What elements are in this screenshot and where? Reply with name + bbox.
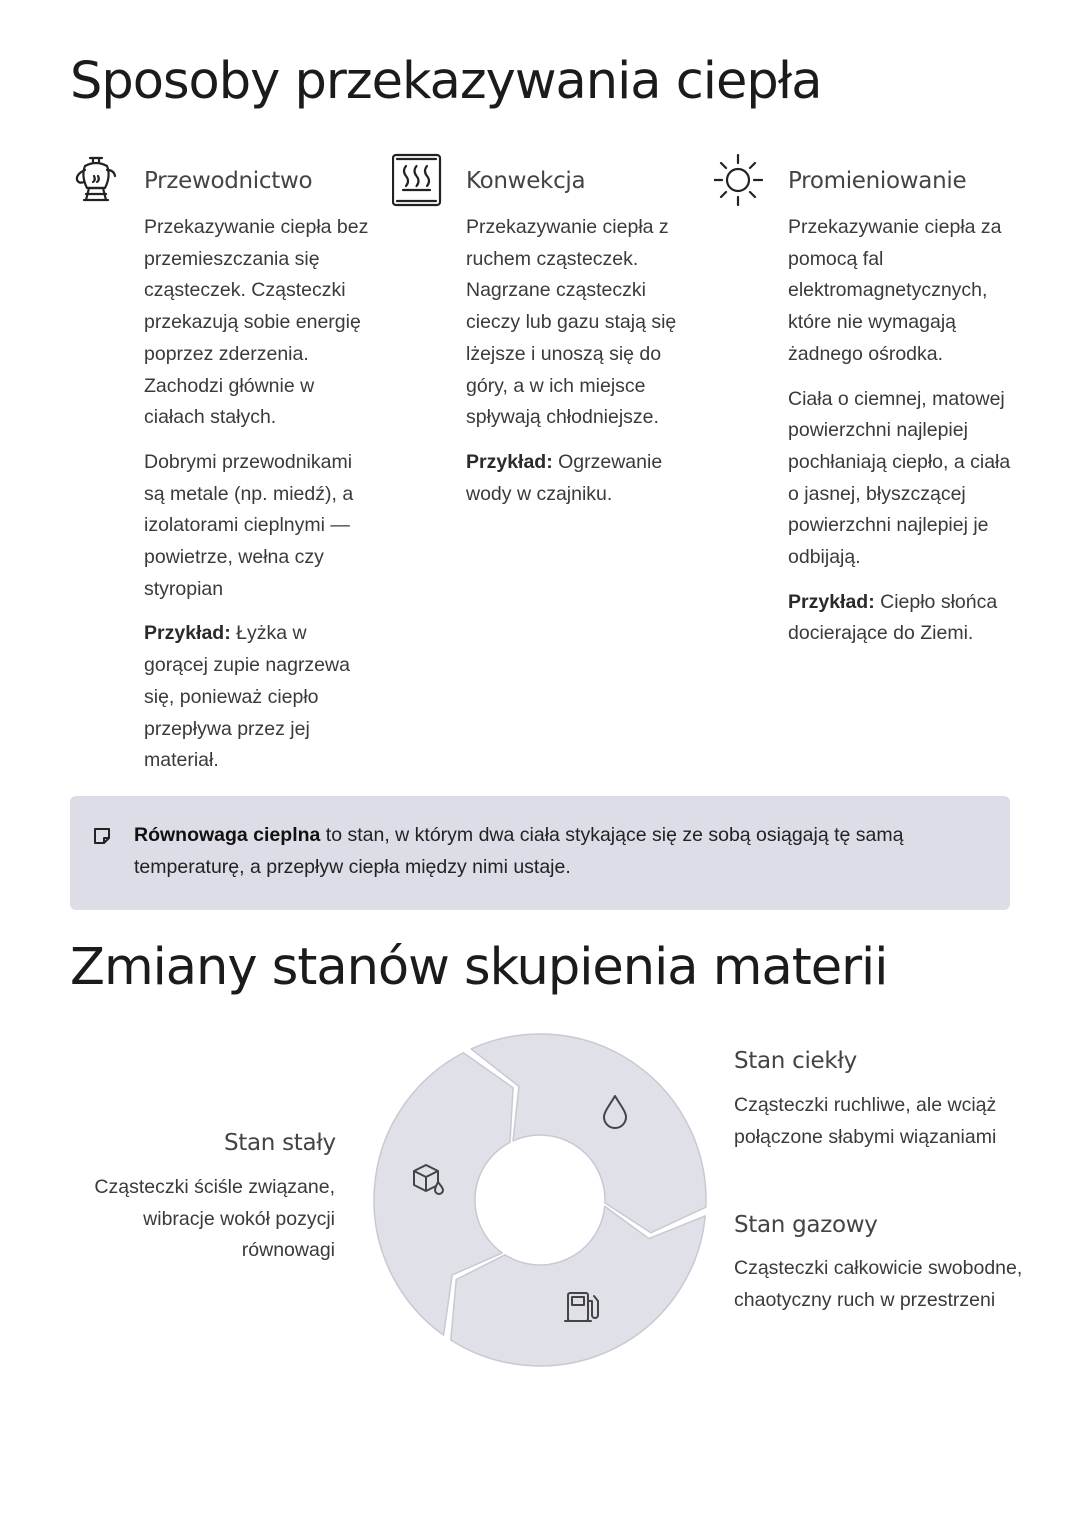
- section-title-states-of-matter: Zmiany stanów skupienia materii: [70, 938, 888, 997]
- radiation-heading: Promieniowanie: [788, 168, 967, 194]
- solid-state-title: Stan stały: [224, 1130, 336, 1156]
- example-label: Przykład:: [466, 450, 553, 473]
- heater-icon: [392, 150, 444, 210]
- radiation-paragraph-2: Ciała o ciemnej, matowej powierzchni najlepiej pochłaniają ciepło, a ciała o jasnej, błyszczącej powierzchni najlepiej je odbijają.: [788, 387, 1011, 569]
- note-icon: [92, 826, 112, 846]
- note-body: to stan, w którym dwa ciała stykające się ze sobą osiągają tę samą temperaturę, a przepływ ciepła między nimi ustaje.: [134, 824, 904, 878]
- example-text: Ciepło słońca docierające do Ziemi.: [788, 590, 998, 645]
- thermal-equilibrium-note: [70, 796, 1010, 910]
- conduction-paragraph-1: Przekazywanie ciepła bez przemieszczania się cząsteczek. Cząsteczki przekazują sobie energię poprzez zderzenia. Zachodzi głównie w ciałach stałych.: [144, 216, 369, 429]
- liquid-state-title: Stan ciekły: [734, 1048, 857, 1074]
- example-text: Łyżka w gorącej zupie nagrzewa się, ponieważ ciepło przepływa przez jej materiał.: [144, 622, 350, 772]
- convection-example: [466, 447, 691, 510]
- solid-state-description: Cząsteczki ściśle związane, wibracje wokół pozycji równowagi: [94, 1176, 335, 1262]
- gas-state-description: Cząsteczki całkowicie swobodne, chaotyczny ruch w przestrzeni: [734, 1257, 1023, 1311]
- conduction-heading: Przewodnictwo: [144, 168, 313, 194]
- radiation-paragraph-1: Przekazywanie ciepła za pomocą fal elektromagnetycznych, które nie wymagają żadnego ośrodka.: [788, 216, 1002, 365]
- convection-paragraph-1: Przekazywanie ciepła z ruchem cząsteczek. Nagrzane cząsteczki cieczy lub gazu stają się lżejsze i unoszą się do góry, a w ich miejsce spływają chłodniejsze.: [466, 216, 677, 429]
- sun-icon: [714, 150, 766, 210]
- example-text: Ogrzewanie wody w czajniku.: [466, 450, 663, 505]
- conduction-paragraph-2: Dobrymi przewodnikami są metale (np. miedź), a izolatorami cieplnymi — powietrze, wełna czy styropian: [144, 450, 354, 600]
- example-label: Przykład:: [788, 590, 875, 613]
- note-text: [134, 819, 964, 883]
- note-bold-term: Równowaga cieplna: [134, 824, 321, 846]
- liquid-state-description: Cząsteczki ruchliwe, ale wciąż połączone słabymi wiązaniami: [734, 1094, 997, 1148]
- example-label: Przykład:: [144, 622, 231, 645]
- convection-heading: Konwekcja: [466, 168, 586, 194]
- section-title-heat-transfer: Sposoby przekazywania ciepła: [70, 52, 822, 111]
- gas-segment: [451, 1206, 705, 1366]
- conduction-example: [144, 618, 369, 777]
- kettle-icon: [70, 150, 122, 210]
- gas-state-title: Stan gazowy: [734, 1212, 878, 1238]
- states-cycle-diagram: [360, 1020, 720, 1380]
- radiation-example: [788, 587, 1013, 650]
